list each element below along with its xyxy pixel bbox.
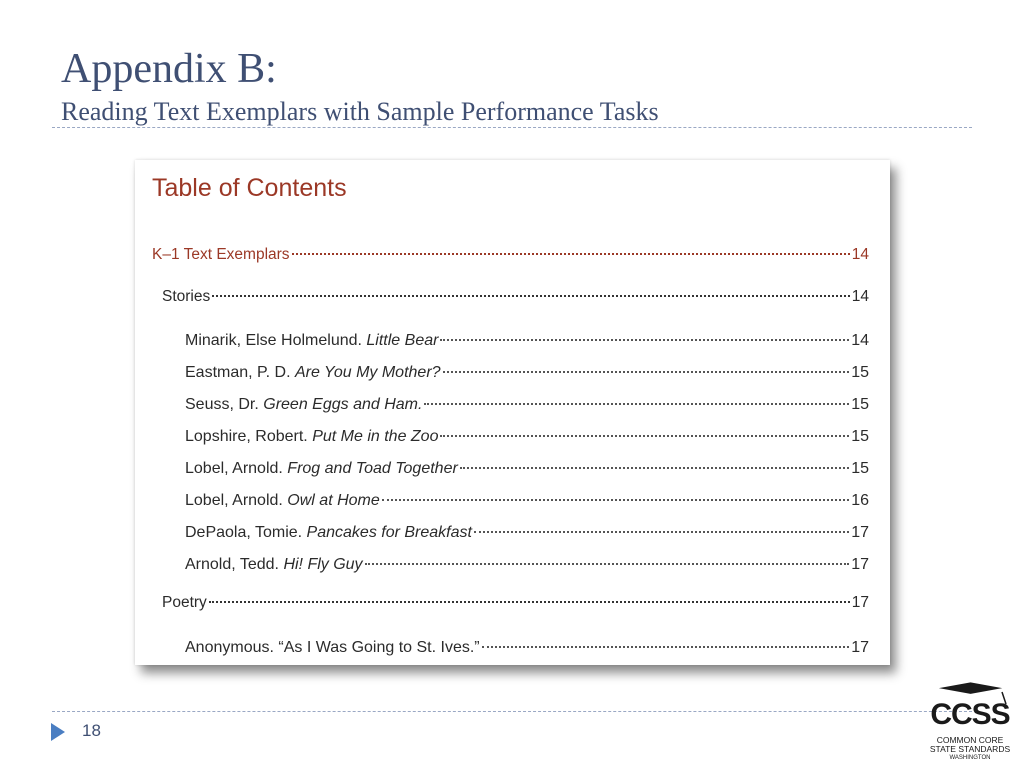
toc-entry-label: Arnold, Tedd. Hi! Fly Guy	[185, 556, 363, 573]
dot-leader	[212, 295, 850, 297]
toc-entry-label: Anonymous. “As I Was Going to St. Ives.”	[185, 639, 480, 656]
toc-entry-stories	[162, 288, 869, 308]
toc-entry-label: Lopshire, Robert. Put Me in the Zoo	[185, 428, 439, 445]
ccss-logo	[922, 680, 1018, 764]
toc-entry-label: K–1 Text Exemplars	[152, 246, 290, 263]
logo-text: CCSS	[930, 698, 1010, 731]
dot-leader	[424, 403, 849, 405]
dot-leader	[460, 467, 849, 469]
toc-entry-label: Seuss, Dr. Green Eggs and Ham.	[185, 396, 423, 413]
table-of-contents-image	[135, 160, 890, 665]
toc-page-number: 17	[851, 639, 869, 656]
dot-leader	[440, 435, 849, 437]
dot-leader	[382, 499, 849, 501]
toc-page-number: 15	[851, 460, 869, 477]
toc-entry-label: Eastman, P. D. Are You My Mother?	[185, 364, 441, 381]
toc-entry-label: Poetry	[162, 594, 207, 611]
toc-entry	[185, 364, 869, 384]
dot-leader	[292, 253, 850, 255]
toc-heading: Table of Contents	[152, 174, 347, 202]
toc-page-number: 14	[851, 246, 869, 263]
toc-entry	[185, 396, 869, 416]
logo-line-1: COMMON CORE	[936, 735, 1004, 745]
slide-number: 18	[82, 721, 101, 740]
toc-page-number: 16	[851, 492, 869, 509]
toc-entry-label: Lobel, Arnold. Owl at Home	[185, 492, 380, 509]
toc-entry	[185, 332, 869, 352]
toc-entry	[185, 492, 869, 512]
toc-page-number: 17	[851, 556, 869, 573]
toc-entry	[185, 524, 869, 544]
toc-page-number: 14	[851, 332, 869, 349]
toc-page-number: 15	[851, 364, 869, 381]
toc-entry-label: Minarik, Else Holmelund. Little Bear	[185, 332, 439, 349]
toc-entry-label: Lobel, Arnold. Frog and Toad Together	[185, 460, 458, 477]
toc-entry-label: Stories	[162, 288, 211, 305]
slide-subtitle: Reading Text Exemplars with Sample Performance Tasks	[61, 97, 659, 126]
toc-page-number: 17	[851, 594, 869, 611]
toc-entry	[185, 556, 869, 576]
footer-divider	[52, 711, 972, 712]
dot-leader	[365, 563, 850, 565]
dot-leader	[440, 339, 849, 341]
toc-entry	[185, 460, 869, 480]
dot-leader	[474, 531, 849, 533]
toc-page-number: 15	[851, 396, 869, 413]
toc-page-number: 17	[851, 524, 869, 541]
toc-entry-label: DePaola, Tomie. Pancakes for Breakfast	[185, 524, 472, 541]
dot-leader	[482, 646, 850, 648]
toc-page-number: 15	[851, 428, 869, 445]
dot-leader	[209, 601, 850, 603]
toc-entry-poetry	[162, 594, 869, 614]
toc-page-number: 14	[851, 288, 869, 305]
play-arrow-icon	[51, 723, 65, 741]
dot-leader	[443, 371, 850, 373]
toc-entry	[185, 428, 869, 448]
toc-entry	[185, 639, 869, 659]
slide-title: Appendix B:	[61, 46, 277, 92]
toc-entry-k1-exemplars	[152, 246, 869, 266]
title-divider	[52, 127, 972, 128]
logo-line-2: STATE STANDARDS	[929, 744, 1011, 754]
logo-line-3: WASHINGTON	[949, 755, 991, 761]
